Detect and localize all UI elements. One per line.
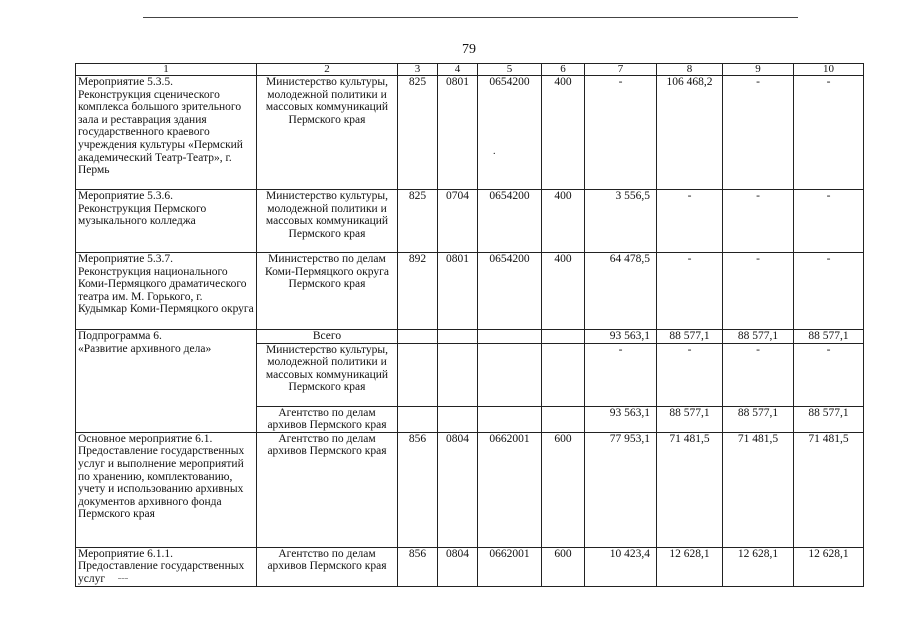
code-cell: 400	[542, 76, 585, 190]
amount-cell: 88 577,1	[657, 406, 723, 432]
header-cell: 6	[542, 64, 585, 76]
amount-cell: -	[723, 253, 794, 330]
header-cell: 5	[478, 64, 542, 76]
amount-cell: 88 577,1	[794, 330, 864, 344]
code-cell: 400	[542, 190, 585, 253]
code-cell: 0662001	[478, 432, 542, 547]
code-cell: 0654200	[478, 253, 542, 330]
executor-cell: Министерство культуры, молодежной политики и массовых коммуникаций Пермского края	[257, 343, 398, 406]
code-cell: 0654200	[478, 190, 542, 253]
amount-cell: 12 628,1	[794, 547, 864, 586]
amount-cell: 106 468,2	[657, 76, 723, 190]
amount-cell: 64 478,5	[585, 253, 657, 330]
code-cell: 0662001	[478, 547, 542, 586]
amount-cell: -	[794, 76, 864, 190]
code-cell: 0804	[438, 432, 478, 547]
header-cell: 8	[657, 64, 723, 76]
amount-cell: -	[723, 343, 794, 406]
top-rule	[143, 17, 798, 18]
activity-cell: Основное мероприятие 6.1. Предоставление государственных услуг и выполнение мероприятий по хранению, комплектованию, учету и использованию архивных документов архивного фонда Пермского края	[76, 432, 257, 547]
code-cell: 825	[398, 190, 438, 253]
executor-cell: Министерство культуры, молодежной политики и массовых коммуникаций Пермского края	[257, 76, 398, 190]
amount-cell: -	[794, 343, 864, 406]
code-cell: 0801	[438, 253, 478, 330]
code-cell: 0704	[438, 190, 478, 253]
subprogram-total-row	[76, 330, 864, 344]
amount-cell: -	[794, 253, 864, 330]
executor-cell: Агентство по делам архивов Пермского края	[257, 432, 398, 547]
table-row	[76, 432, 864, 547]
amount-cell: 88 577,1	[794, 406, 864, 432]
code-cell: 825	[398, 76, 438, 190]
table-row	[76, 253, 864, 330]
header-cell: 1	[76, 64, 257, 76]
header-cell: 3	[398, 64, 438, 76]
activity-cell: Мероприятие 5.3.6. Реконструкция Пермского музыкального колледжа	[76, 190, 257, 253]
code-cell: 856	[398, 547, 438, 586]
amount-cell: 88 577,1	[723, 330, 794, 344]
code-cell: 600	[542, 432, 585, 547]
activity-cell: Мероприятие 5.3.5. Реконструкция сценического комплекса большого зрительного зала и реставрация здания государственного краевого учреждения культуры «Пермский академический Театр-Театр», г. Пермь	[76, 76, 257, 190]
amount-cell: 71 481,5	[794, 432, 864, 547]
table-row	[76, 547, 864, 586]
amount-cell: 77 953,1	[585, 432, 657, 547]
executor-cell: Министерство по делам Коми-Пермяцкого округа Пермского края	[257, 253, 398, 330]
amount-cell: 88 577,1	[723, 406, 794, 432]
amount-cell: -	[794, 190, 864, 253]
code-cell: 892	[398, 253, 438, 330]
amount-cell: -	[585, 343, 657, 406]
amount-cell: -	[723, 76, 794, 190]
table-row	[76, 190, 864, 253]
executor-cell: Агентство по делам архивов Пермского края	[257, 406, 398, 432]
header-cell: 10	[794, 64, 864, 76]
activity-cell: Мероприятие 6.1.1. Предоставление государственных услуг	[76, 547, 257, 586]
amount-cell: 12 628,1	[657, 547, 723, 586]
amount-cell: -	[657, 343, 723, 406]
amount-cell: 10 423,4	[585, 547, 657, 586]
activity-cell: Мероприятие 5.3.7. Реконструкция национального Коми-Пермяцкого драматического театра им. М. Горького, г. Кудымкар Коми-Пермяцкого округа	[76, 253, 257, 330]
amount-cell: 71 481,5	[657, 432, 723, 547]
code-cell: 856	[398, 432, 438, 547]
amount-cell: 93 563,1	[585, 406, 657, 432]
table-row	[76, 76, 864, 190]
code-cell: 0804	[438, 547, 478, 586]
executor-cell: Всего	[257, 330, 398, 344]
page-number: 79	[462, 42, 476, 57]
subprogram-title: Подпрограмма 6. «Развитие архивного дела»	[76, 330, 257, 433]
code-cell: 400	[542, 253, 585, 330]
header-cell: 4	[438, 64, 478, 76]
header-cell: 7	[585, 64, 657, 76]
amount-cell: 3 556,5	[585, 190, 657, 253]
header-cell: 9	[723, 64, 794, 76]
stray-mark: .	[493, 146, 496, 157]
amount-cell: 71 481,5	[723, 432, 794, 547]
code-cell: 600	[542, 547, 585, 586]
amount-cell: 12 628,1	[723, 547, 794, 586]
code-cell: 0654200	[478, 76, 542, 190]
header-cell: 2	[257, 64, 398, 76]
amount-cell: -	[585, 76, 657, 190]
amount-cell: 93 563,1	[585, 330, 657, 344]
amount-cell: -	[723, 190, 794, 253]
budget-table	[75, 63, 864, 587]
code-cell: 0801	[438, 76, 478, 190]
executor-cell: Агентство по делам архивов Пермского края	[257, 547, 398, 586]
amount-cell: -	[657, 253, 723, 330]
amount-cell: 88 577,1	[657, 330, 723, 344]
executor-cell: Министерство культуры, молодежной политики и массовых коммуникаций Пермского края	[257, 190, 398, 253]
header-row	[76, 64, 864, 76]
amount-cell: -	[657, 190, 723, 253]
scan-artifact	[118, 578, 128, 579]
